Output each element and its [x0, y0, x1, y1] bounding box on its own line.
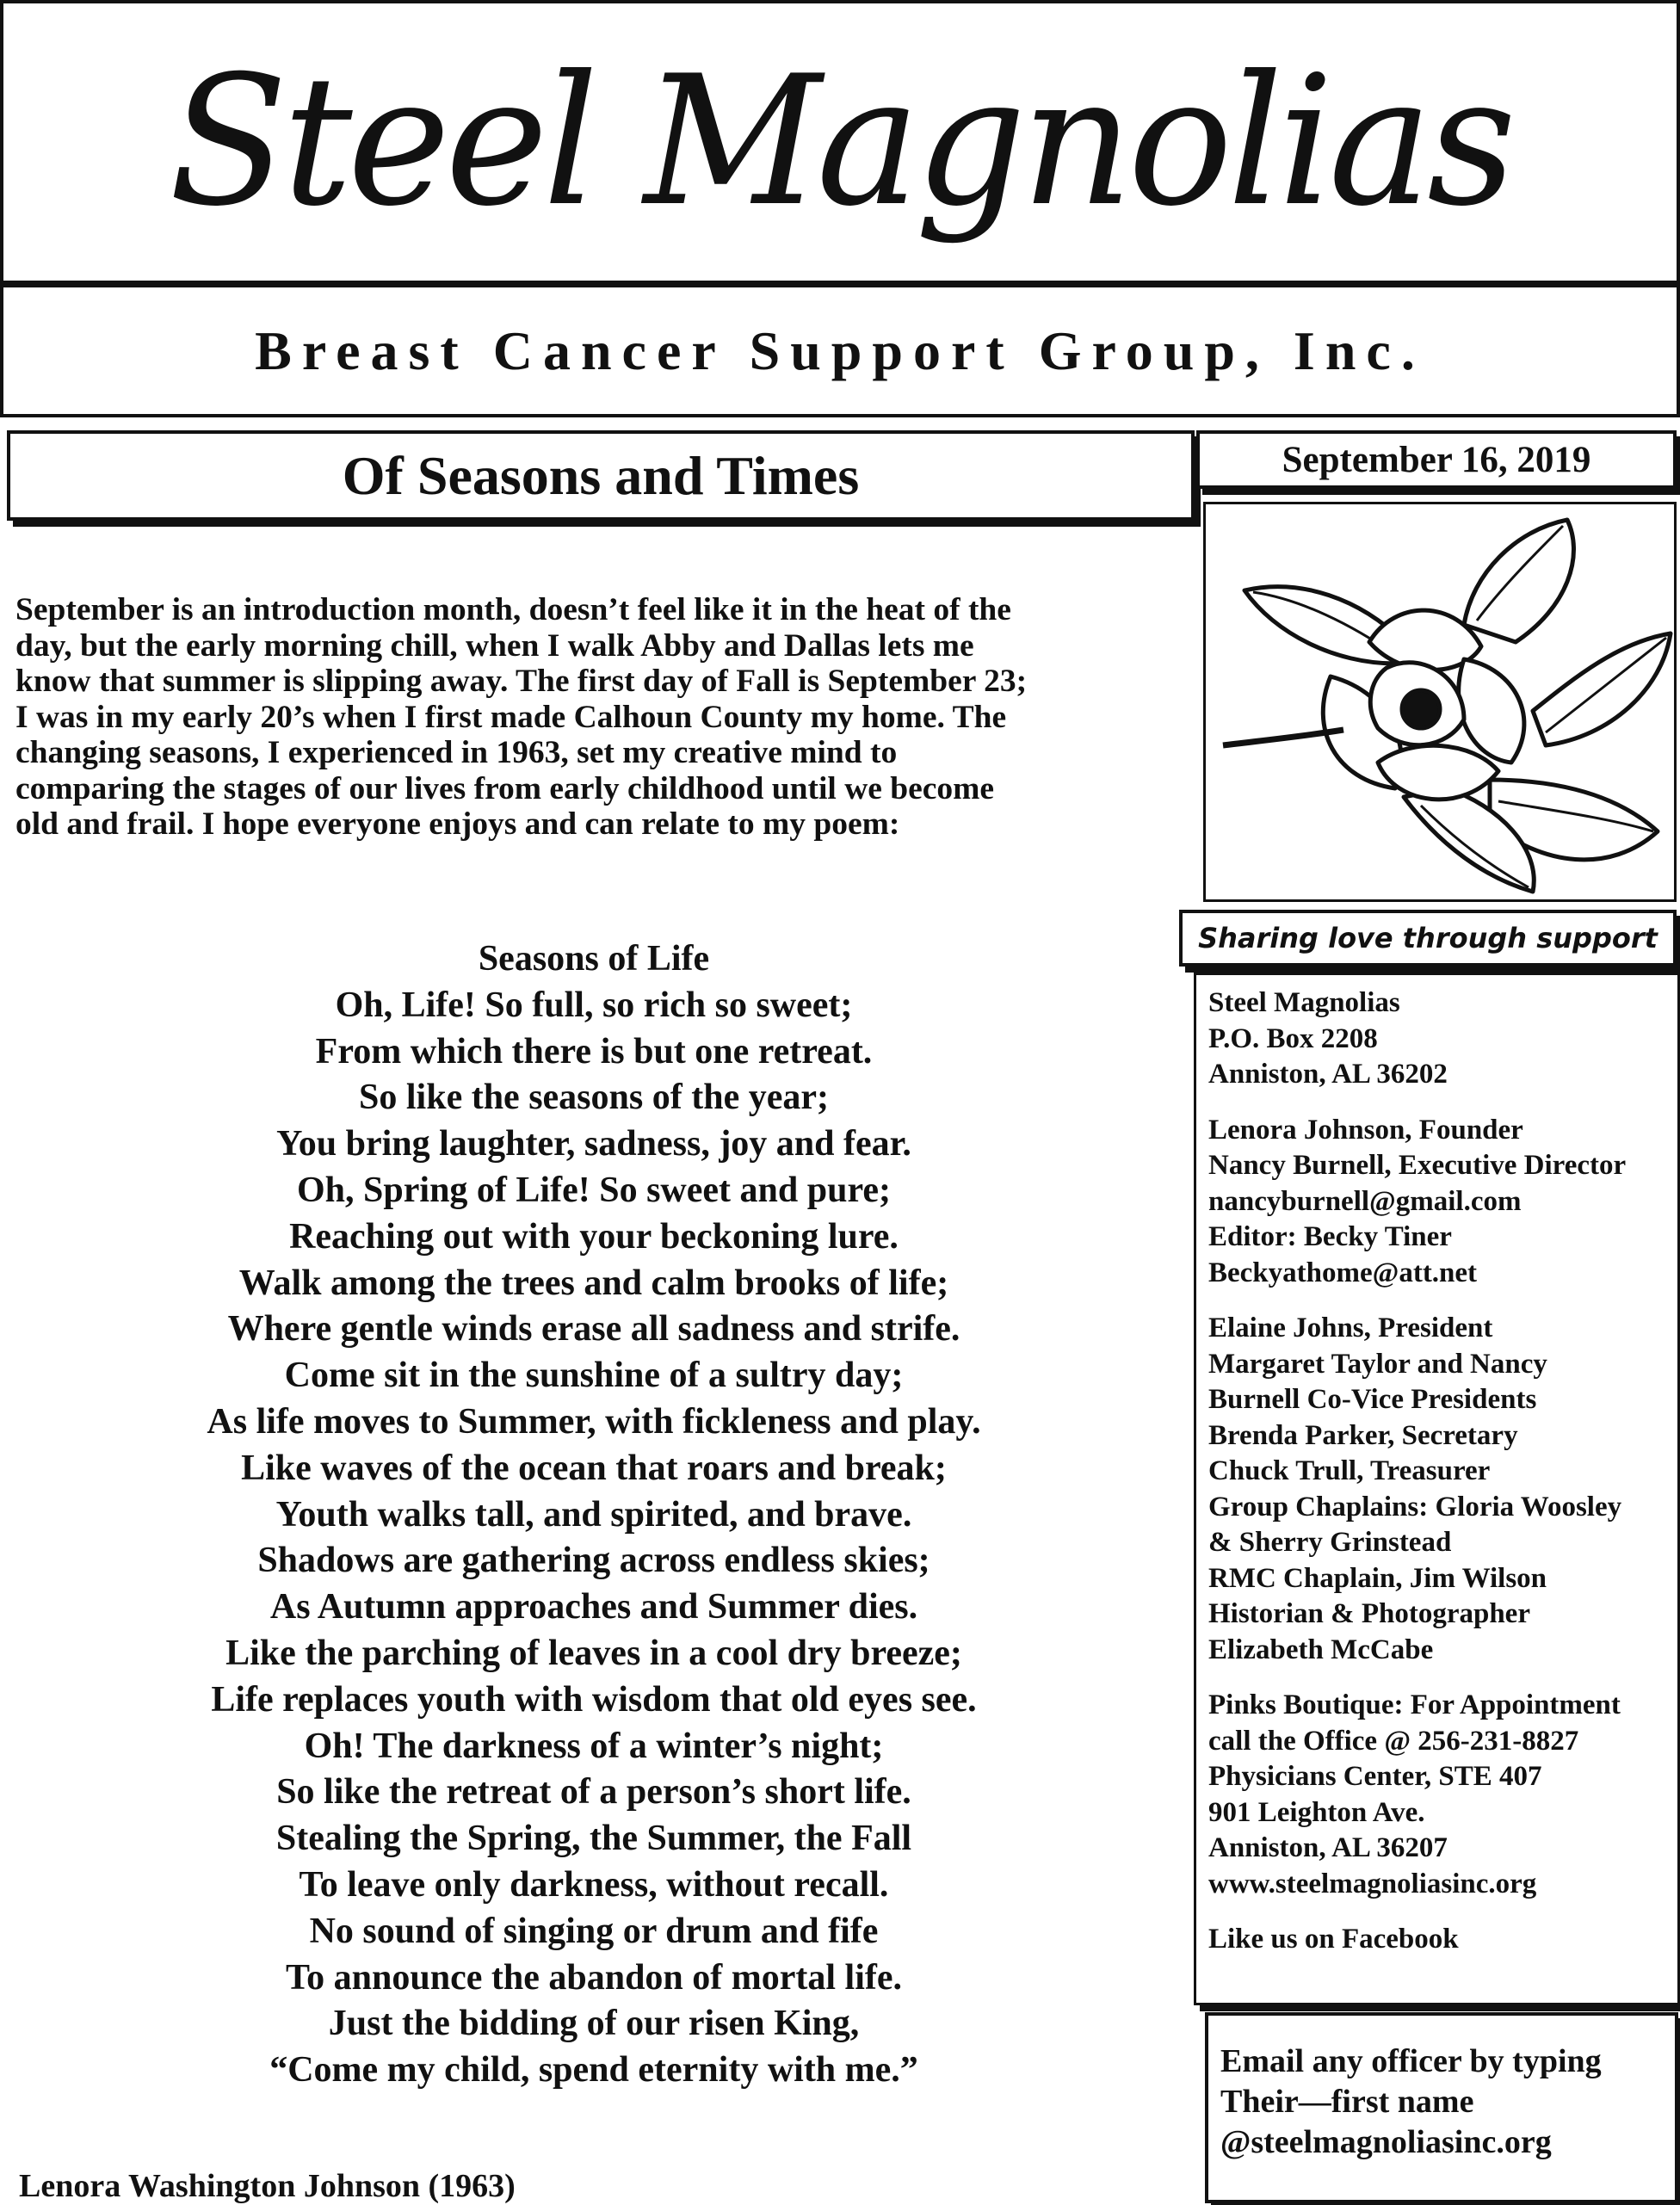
info-line: Steel Magnolias — [1208, 987, 1400, 1018]
info-line: Pinks Boutique: For Appointment — [1208, 1689, 1621, 1720]
poem-line: Where gentle winds erase all sadness and strife. — [227, 1309, 960, 1350]
intro-line: I was in my early 20’s when I first made Calhoun County my home. The — [15, 699, 1007, 735]
poem-line: Life replaces youth with wisdom that old eyes see. — [211, 1679, 977, 1720]
poem-line: Oh, Spring of Life! So sweet and pure; — [297, 1170, 891, 1210]
issue-date: September 16, 2019 — [1282, 439, 1591, 480]
tagline-box — [1179, 910, 1677, 967]
intro-line: comparing the stages of our lives from early childhood until we become — [15, 770, 995, 806]
intro-line: day, but the early morning chill, when I walk Abby and Dallas lets me — [15, 627, 974, 664]
officers-group — [1208, 1311, 1677, 1668]
poem-line: Reaching out with your beckoning lure. — [289, 1216, 899, 1257]
poem-line: As Autumn approaches and Summer dies. — [269, 1587, 918, 1628]
contact-info-box — [1194, 973, 1680, 2005]
poem-title: Seasons of Life — [478, 939, 710, 979]
poem-line: Like the parching of leaves in a cool dry breeze; — [225, 1633, 962, 1673]
info-line: Group Chaplains: Gloria Woosley — [1208, 1491, 1622, 1522]
info-line: Elaine Johns, President — [1208, 1312, 1493, 1343]
poem-line: So like the seasons of the year; — [359, 1078, 829, 1118]
poem-line: Shadows are gathering across endless skies; — [257, 1541, 930, 1581]
info-line: RMC Chaplain, Jim Wilson — [1208, 1562, 1547, 1594]
poem — [0, 936, 1188, 2094]
info-line: Lenora Johnson, Founder — [1208, 1114, 1523, 1146]
intro-line: old and frail. I hope everyone enjoys and can relate to my poem: — [15, 806, 900, 842]
phone-line: call the Office @ 256-231-8827 — [1208, 1725, 1579, 1757]
poem-line: From which there is but one retreat. — [315, 1031, 873, 1072]
tagline: Sharing love through support — [1198, 922, 1658, 954]
date-box — [1196, 430, 1677, 489]
intro-line: September is an introduction month, doesn’t feel like it in the heat of the — [15, 592, 1011, 627]
email-note-box — [1205, 2012, 1678, 2203]
facebook-link[interactable]: Like us on Facebook — [1208, 1924, 1459, 1955]
info-line: Nancy Burnell, Executive Director — [1208, 1150, 1627, 1181]
logo-title: Steel Magnolias — [169, 38, 1511, 246]
email-link[interactable]: Beckyathome@att.net — [1208, 1257, 1478, 1288]
info-line: & Sherry Grinstead — [1208, 1527, 1452, 1558]
info-line: Historian & Photographer — [1208, 1598, 1530, 1629]
poem-line: As life moves to Summer, with fickleness and play. — [207, 1401, 981, 1442]
flower-illustration-box — [1203, 502, 1677, 902]
email-note-line: @steelmagnoliasinc.org — [1220, 2124, 1552, 2160]
article-heading: Of Seasons and Times — [342, 444, 860, 506]
intro-line: know that summer is slipping away. The first day of Fall is September 23; — [15, 664, 1028, 699]
website-link[interactable]: www.steelmagnoliasinc.org — [1208, 1868, 1537, 1899]
boutique-group — [1208, 1688, 1677, 1902]
poem-line: So like the retreat of a person’s short life. — [276, 1772, 911, 1813]
subtitle-banner — [0, 284, 1680, 417]
info-line: Anniston, AL 36207 — [1208, 1832, 1448, 1863]
info-line: P.O. Box 2208 — [1208, 1022, 1378, 1054]
subtitle: Breast Cancer Support Group, Inc. — [255, 319, 1425, 381]
article-intro — [15, 592, 1203, 843]
poem-line: Come sit in the sunshine of a sultry day; — [284, 1356, 904, 1396]
article-heading-box — [7, 430, 1195, 521]
email-note-line: Their—first name — [1220, 2084, 1474, 2120]
info-line: Chuck Trull, Treasurer — [1208, 1455, 1491, 1486]
poem-line: Youth walks tall, and spirited, and brave. — [275, 1494, 912, 1535]
poem-line: Just the bidding of our risen King, — [328, 2004, 860, 2044]
poem-line: No sound of singing or drum and fife — [309, 1911, 879, 1951]
info-line: Editor: Becky Tiner — [1208, 1221, 1452, 1252]
poem-line: Oh! The darkness of a winter’s night; — [304, 1726, 884, 1766]
info-line: Anniston, AL 36202 — [1208, 1059, 1448, 1090]
address-group — [1208, 985, 1677, 1093]
info-line: Margaret Taylor and Nancy — [1208, 1348, 1547, 1380]
poem-line: You bring laughter, sadness, joy and fear. — [276, 1124, 911, 1164]
info-line: Physicians Center, STE 407 — [1208, 1761, 1542, 1792]
poem-line: Stealing the Spring, the Summer, the Fall — [275, 1819, 912, 1859]
flower-petal-right — [1459, 659, 1524, 763]
info-line: Burnell Co-Vice Presidents — [1208, 1384, 1537, 1415]
poem-author: Lenora Washington Johnson (1963) — [19, 2168, 516, 2204]
info-line: Elizabeth McCabe — [1208, 1634, 1434, 1665]
masthead — [0, 0, 1680, 284]
info-line: 901 Leighton Ave. — [1208, 1796, 1425, 1828]
leaf-top-right — [1464, 520, 1574, 642]
email-note-line: Email any officer by typing — [1220, 2043, 1602, 2079]
poem-line: Walk among the trees and calm brooks of life; — [238, 1263, 949, 1303]
poem-line: To announce the abandon of mortal life. — [285, 1957, 903, 1998]
intro-line: changing seasons, I experienced in 1963, set my creative mind to — [15, 735, 898, 770]
flower-petal-bottom — [1378, 745, 1498, 800]
magnolia-flower-icon — [1206, 504, 1674, 899]
poem-line: Like waves of the ocean that roars and break; — [241, 1448, 947, 1488]
social-group — [1208, 1922, 1677, 1958]
poem-line: To leave only darkness, without recall. — [299, 1864, 889, 1905]
email-link[interactable]: nancyburnell@gmail.com — [1208, 1185, 1522, 1217]
poem-line: Oh, Life! So full, so rich so sweet; — [335, 985, 853, 1025]
leadership-group — [1208, 1113, 1677, 1292]
info-line: Brenda Parker, Secretary — [1208, 1419, 1518, 1451]
poem-line: “Come my child, spend eternity with me.” — [269, 2050, 918, 2091]
